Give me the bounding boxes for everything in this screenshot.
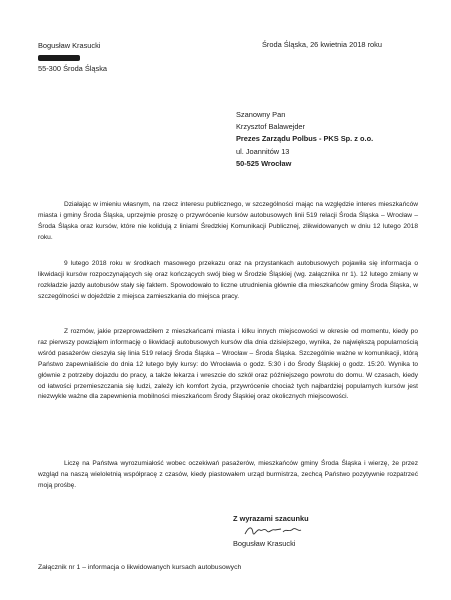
recipient-position: Prezes Zarządu Polbus - PKS Sp. z o.o. [236,134,374,144]
recipient-block [236,109,373,170]
sender-city: 55-300 Środa Śląska [38,64,108,73]
closing-name: Bogusław Krasucki [233,539,296,548]
closing-greeting: Z wyrazami szacunku [233,514,309,523]
closing-block [233,513,309,549]
body-paragraph-1: Działając w imieniu własnym, na rzecz interesu publicznego, w szczególności mając na względzie interes mieszkańców miasta i gminy Środa Śląska, uprzejmie proszę o przywrócenie kursów autobusowych linii 519 relacji Środa Śląska – Wrocław – Środa Śląska oraz kursów, które nie kolidują z liniami Średzkiej Komunikacji Publicznej, zlikwidowanych w dniu 12 lutego 2018 roku. [38,201,418,241]
handwritten-signature [243,524,303,538]
recipient-street: ul. Joannitów 13 [236,146,290,156]
recipient-name: Krzysztof Balawejder [236,122,306,132]
letter-date: Środa Śląska, 26 kwietnia 2018 roku [262,40,382,49]
attachment-note: Załącznik nr 1 – informacja o likwidowanych kursach autobusowych [38,564,242,571]
body-paragraph-2: 9 lutego 2018 roku w środkach masowego przekazu oraz na przystankach autobusowych pojawiła się informacja o likwidacji kursów rozpoczynających się oraz kończących swój bieg w Środzie Śląskiej (wg. załącznika nr 1). 12 lutego zmiany w rozkładzie jazdy autobusów stały się faktem. Spowodowało to liczne utrudnienia głównie dla mieszkańców gminy Środa Śląska, w szczególności w dojeździe z miejsca zamieszkania do miejsca pracy. [38,260,418,300]
sender-block [38,40,107,75]
sender-address-redacted [38,52,107,64]
sender-name: Bogusław Krasucki [38,41,101,50]
body-paragraph-3: Z rozmów, jakie przeprowadziłem z mieszkańcami miasta i kilku innych miejscowości w okresie od momentu, kiedy po raz pierwszy powziąłem informację o likwidacji autobusowych kursów dla dnia dzisiejszego, wynika, że największą popularnością wśród pasażerów cieszyła się linia 519 relacji Środa Śląska – Wrocław – Środa Śląska. Szczególnie ważne w komunikacji, którą Państwo zapewnialiście do dnia 12 lutego były kursy: do Wrocławia o godz. 5:30 i do Środy Śląskiej o godz. 15:20. Wynika to głównie z potrzeby dojazdu do pracy, a także lekarza i wreszcie do szkół oraz późniejszego powrotu do domu. W czasach, kiedy od łatwości przemieszczania się ludzi, zależy ich komfort życia, przywrócenie chociaż tych najbardziej popularnych kursów jest niezwykle ważne dla zapewnienia mobilności mieszkańcom Środy Śląskiej oraz okolicznych miejscowości. [38,328,418,401]
recipient-city: 50-525 Wrocław [236,158,292,168]
recipient-salutation: Szanowny Pan [236,110,286,119]
body-paragraph-4: Liczę na Państwa wyrozumiałość wobec oczekiwań pasażerów, mieszkańców gminy Środa Śląska i wierzę, że przez wzgląd na naszą wieloletnią współpracę z czasów, kiedy piastowałem urząd burmistrza, zechcą Państwo pozytywnie rozpatrzeć moją prośbę. [38,460,418,489]
